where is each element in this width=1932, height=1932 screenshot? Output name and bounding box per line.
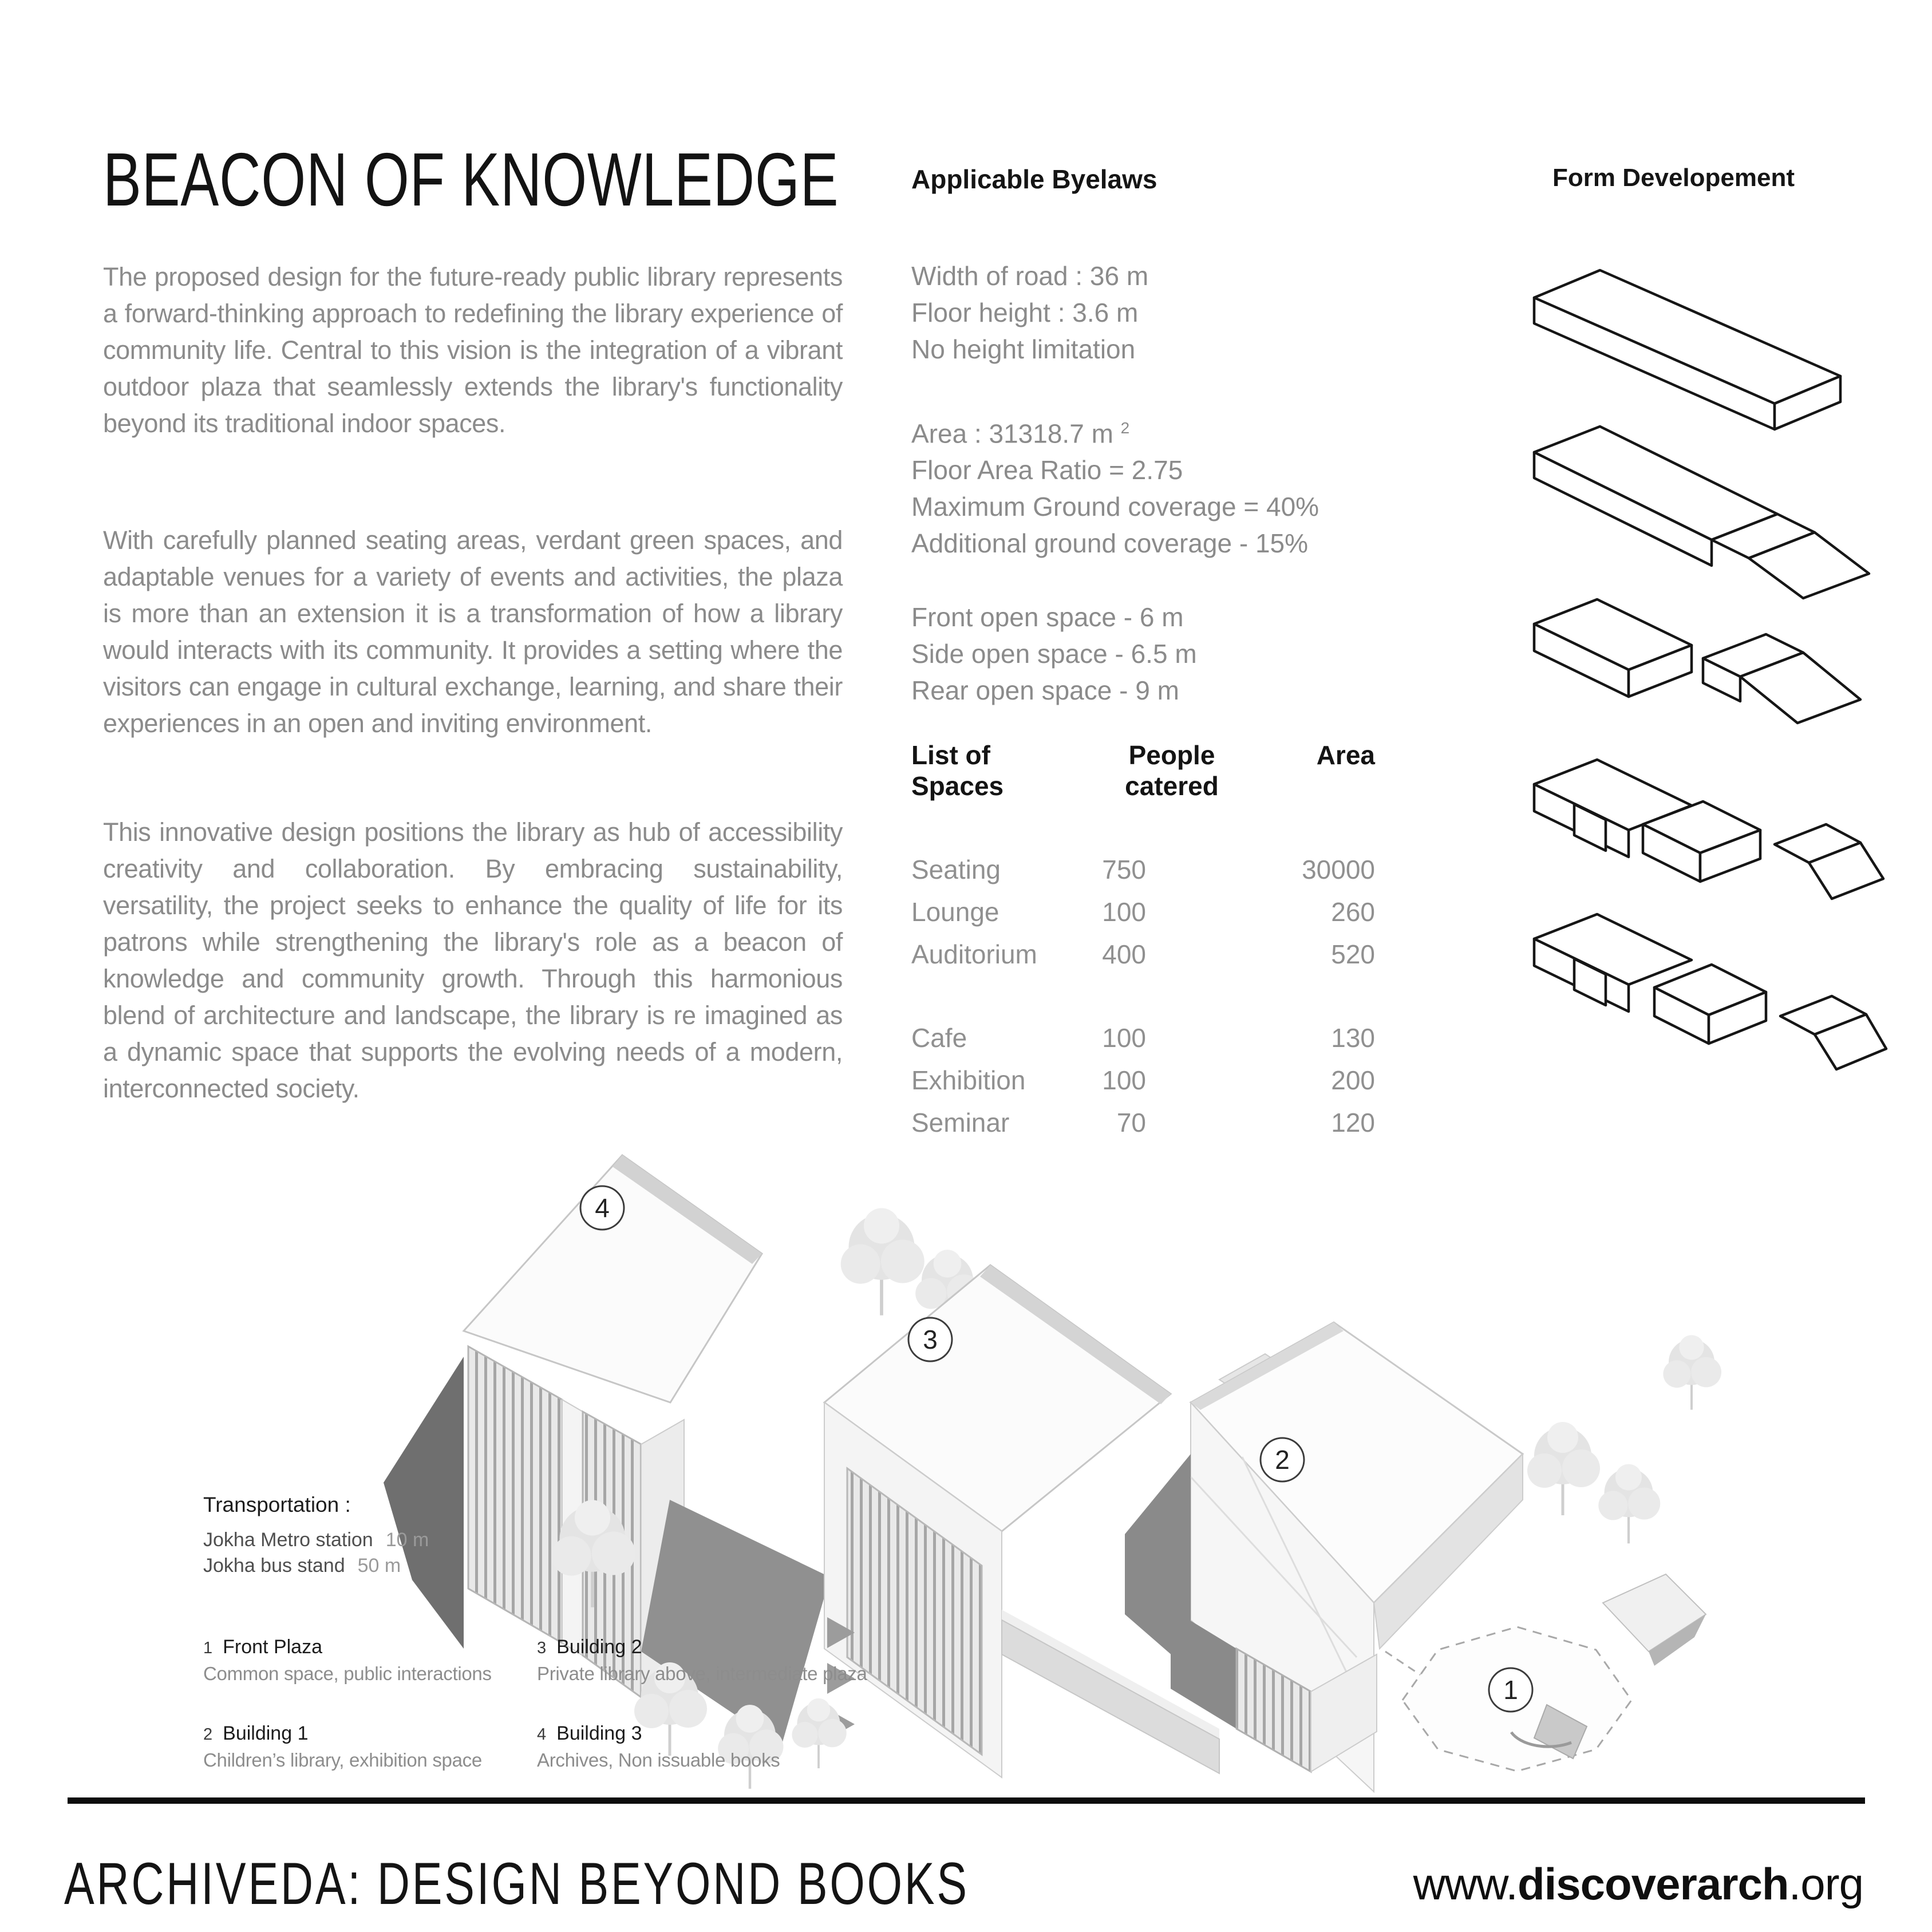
url-prefix: www. <box>1413 1859 1518 1909</box>
transportation-heading: Transportation : <box>203 1493 351 1516</box>
col-header-area: Area <box>1316 740 1375 770</box>
spaces-group-1 <box>911 854 1375 970</box>
legend-description: Archives, Non issuable books <box>537 1749 780 1771</box>
cell-area: 120 <box>1331 1108 1375 1137</box>
page-title-text: BEACON OF KNOWLEDGE <box>103 137 839 222</box>
footer-url <box>1413 1858 1863 1910</box>
legend-title-row <box>537 1636 880 1658</box>
table-row <box>911 854 1375 885</box>
byelaw-floor-height: Floor height : 3.6 m <box>911 298 1139 327</box>
marker-label: 4 <box>595 1193 610 1223</box>
marker-label: 1 <box>1503 1675 1518 1705</box>
cell-people: 100 <box>1102 1023 1146 1053</box>
cell-people: 70 <box>1116 1108 1146 1137</box>
cell-area: 130 <box>1331 1023 1375 1053</box>
byelaw-side-open: Side open space - 6.5 m <box>911 639 1197 669</box>
cell-area: 260 <box>1331 897 1375 927</box>
square-superscript: 2 <box>1120 419 1130 437</box>
cell-name: Auditorium <box>911 939 1037 969</box>
byelaw-additional-ground: Additional ground coverage - 15% <box>911 528 1309 559</box>
byelaws-area-block <box>911 410 1319 562</box>
legend-description: Private library above, intermediate plaza <box>537 1663 867 1684</box>
table-row <box>911 1065 1375 1096</box>
url-suffix: .org <box>1788 1859 1863 1909</box>
legend-title: Building 2 <box>556 1636 642 1658</box>
legend-title: Building 1 <box>223 1722 309 1744</box>
cell-people: 750 <box>1102 855 1146 884</box>
transport-value: 10 m <box>385 1529 429 1551</box>
form-step-5-diagram <box>1517 899 1889 1082</box>
cell-area: 30000 <box>1302 855 1375 884</box>
col-header-people: People catered <box>1125 740 1219 801</box>
transport-value: 50 m <box>357 1555 401 1577</box>
louver-facade <box>468 1346 562 1643</box>
cell-name: Lounge <box>911 897 999 927</box>
marker-label: 3 <box>923 1325 938 1354</box>
cell-name: Exhibition <box>911 1065 1026 1095</box>
byelaws-setback-block <box>911 599 1197 709</box>
byelaw-road: Width of road : 36 m <box>911 261 1149 291</box>
cell-name: Seminar <box>911 1108 1010 1137</box>
marker-front-plaza <box>1489 1668 1532 1712</box>
legend-description: Common space, public interactions <box>203 1663 492 1684</box>
intro-paragraph-1: The proposed design for the future-ready public library represents a forward-thinking approach to redefining the library experience of community life. Central to this vision is the integration of a vibrant outdoor plaza that seamlessly extends the library's functionality beyond its traditional indoor spaces. <box>103 262 843 438</box>
legend-number: 2 <box>203 1725 213 1744</box>
cell-name: Cafe <box>911 1023 967 1053</box>
legend-number: 4 <box>537 1725 547 1744</box>
table-row <box>911 896 1375 927</box>
transport-label: Jokha bus stand <box>203 1555 345 1577</box>
spaces-table <box>911 740 1375 1138</box>
legend-item-front-plaza <box>203 1636 547 1685</box>
col-header-name: List of Spaces <box>911 740 1004 801</box>
table-row <box>911 1022 1375 1053</box>
form-development-heading: Form Developement <box>1552 164 1795 192</box>
legend-item-building-1 <box>203 1722 547 1771</box>
byelaw-height-limit: No height limitation <box>911 334 1136 364</box>
legend-title-row <box>203 1722 547 1745</box>
byelaw-front-open: Front open space - 6 m <box>911 602 1184 632</box>
byelaw-max-ground: Maximum Ground coverage = 40% <box>911 492 1319 522</box>
footer-brand <box>64 1850 1255 1918</box>
form-step-3-diagram <box>1517 578 1889 761</box>
byelaw-far: Floor Area Ratio = 2.75 <box>911 455 1183 485</box>
spaces-table-header <box>911 740 1375 801</box>
url-domain: discoverarch <box>1517 1859 1789 1909</box>
legend-title-row <box>203 1636 547 1658</box>
legend-description: Children’s library, exhibition space <box>203 1749 482 1771</box>
form-step-4-diagram <box>1517 738 1889 922</box>
transportation-item <box>203 1553 429 1579</box>
marker-label: 2 <box>1275 1445 1290 1475</box>
table-group-gap <box>911 970 1375 1011</box>
legend-item-building-2 <box>537 1636 880 1685</box>
form-step-2-diagram <box>1517 418 1889 601</box>
cell-name: Seating <box>911 855 1001 884</box>
intro-paragraph-2: With carefully planned seating areas, verdant green spaces, and adaptable venues for a variety of events and activities, the plaza is more than an extension it is a transformation of how a library would interacts with its community. It provides a setting where the visitors can engage in cultural exchange, learning, and share their experiences in an open and inviting environment. <box>103 526 843 738</box>
cell-people: 100 <box>1102 1065 1146 1095</box>
transport-label: Jokha Metro station <box>203 1529 373 1551</box>
byelaws-road-block <box>911 258 1148 368</box>
legend-number: 3 <box>537 1639 547 1657</box>
marker-building-2 <box>908 1318 952 1361</box>
legend-title: Front Plaza <box>223 1636 322 1658</box>
transportation-item <box>203 1527 429 1553</box>
intro-paragraph-3: This innovative design positions the library as hub of accessibility creativity and collaboration. By embracing sustainability, versatility, the project seeks to enhance the quality of life for its patrons while strengthening the library's role as a beacon of knowledge and community growth. Through this harmonious blend of architecture and landscape, the library is re imagined as a dynamic space that supports the evolving needs of a modern, interconnected society. <box>103 817 843 1103</box>
marker-building-3 <box>580 1186 624 1230</box>
legend-item-building-3 <box>537 1722 880 1771</box>
front-plaza <box>1385 1574 1706 1771</box>
marker-building-1 <box>1261 1438 1304 1481</box>
legend-column-1 <box>203 1636 547 1809</box>
footer-brand-text: ARCHIVEDA: DESIGN BEYOND BOOKS <box>64 1851 969 1917</box>
legend-title: Building 3 <box>556 1722 642 1744</box>
spaces-group-2 <box>911 1022 1375 1138</box>
byelaw-rear-open: Rear open space - 9 m <box>911 675 1179 705</box>
cell-people: 100 <box>1102 897 1146 927</box>
cell-area: 520 <box>1331 939 1375 969</box>
byelaws-heading: Applicable Byelaws <box>911 164 1157 194</box>
legend-title-row <box>537 1722 880 1745</box>
transportation-block <box>203 1493 429 1579</box>
table-row <box>911 939 1375 970</box>
cell-people: 400 <box>1102 939 1146 969</box>
footer-divider <box>68 1797 1865 1804</box>
form-step-1-diagram <box>1517 255 1889 438</box>
cell-area: 200 <box>1331 1065 1375 1095</box>
legend-column-2 <box>537 1636 880 1809</box>
byelaw-area: Area : 31318.7 m $^2$ <box>911 418 1130 449</box>
legend-number: 1 <box>203 1639 213 1657</box>
